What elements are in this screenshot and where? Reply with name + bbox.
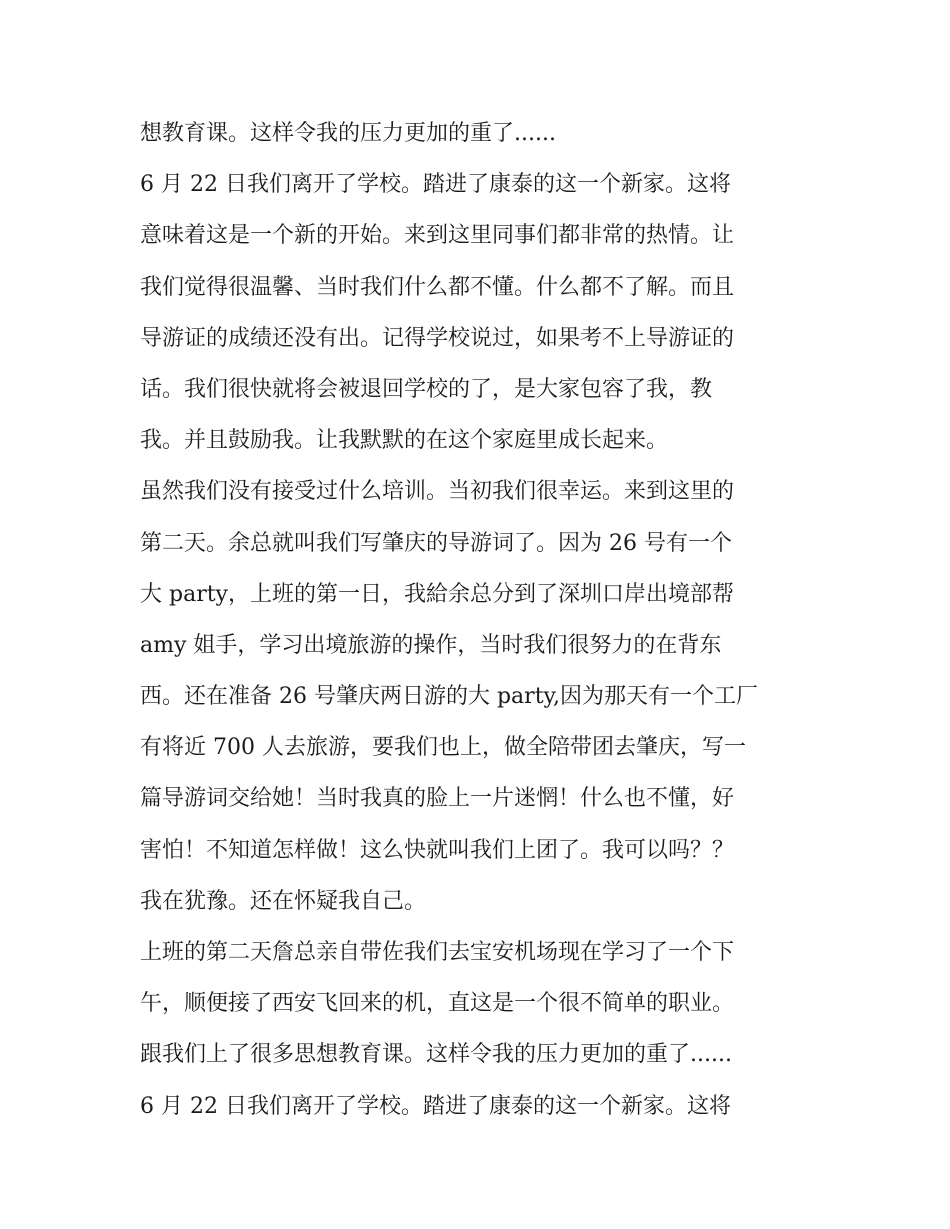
text-line: amy 姐手，学习出境旅游的操作，当时我们很努力的在背东	[140, 632, 722, 658]
text-line: 跟我们上了很多思想教育课。这样令我的压力更加的重了......	[140, 1042, 732, 1068]
text-line: 6 月 22 日我们离开了学校。踏进了康泰的这一个新家。这将	[140, 172, 731, 198]
text-line: 话。我们很快就将会被退回学校的了，是大家包容了我，教	[140, 376, 713, 402]
text-line: 上班的第二天詹总亲自带佐我们去宝安机场现在学习了一个下	[140, 940, 735, 965]
text-line: 我在犹豫。还在怀疑我自己。	[140, 888, 427, 914]
body-text	[140, 108, 820, 1132]
text-line: 第二天。余总就叫我们写肇庆的导游词了。因为 26 号有一个	[140, 530, 732, 556]
text-line: 意味着这是一个新的开始。来到这里同事们都非常的热情。让	[140, 223, 735, 249]
text-line: 西。还在准备 26 号肇庆两日游的大 party,因为那天有一个工厂	[140, 684, 759, 710]
text-line: 篇导游词交给她！当时我真的脸上一片迷惘！什么也不懂，好	[140, 786, 735, 812]
text-line: 导游证的成绩还没有出。记得学校说过，如果考不上导游证的	[140, 325, 735, 351]
text-line: 虽然我们没有接受过什么培训。当初我们很幸运。来到这里的	[140, 479, 735, 505]
text-line: 午，顺便接了西安飞回来的机，直这是一个很不简单的职业。	[140, 991, 735, 1017]
text-line: 我。并且鼓励我。让我默默的在这个家庭里成长起来。	[140, 428, 669, 454]
text-line: 6 月 22 日我们离开了学校。踏进了康泰的这一个新家。这将	[140, 1093, 731, 1119]
text-line: 我们觉得很温馨、当时我们什么都不懂。什么都不了解。而且	[140, 274, 735, 300]
text-line: 有将近 700 人去旅游，要我们也上，做全陪带团去肇庆，写一	[140, 735, 746, 761]
text-line: 大 party，上班的第一日，我給余总分到了深圳口岸出境部帮	[140, 581, 734, 607]
text-line: 害怕！不知道怎样做！这么快就叫我们上团了。我可以吗？？	[140, 837, 735, 863]
text-line: 想教育课。这样令我的压力更加的重了......	[140, 121, 556, 146]
